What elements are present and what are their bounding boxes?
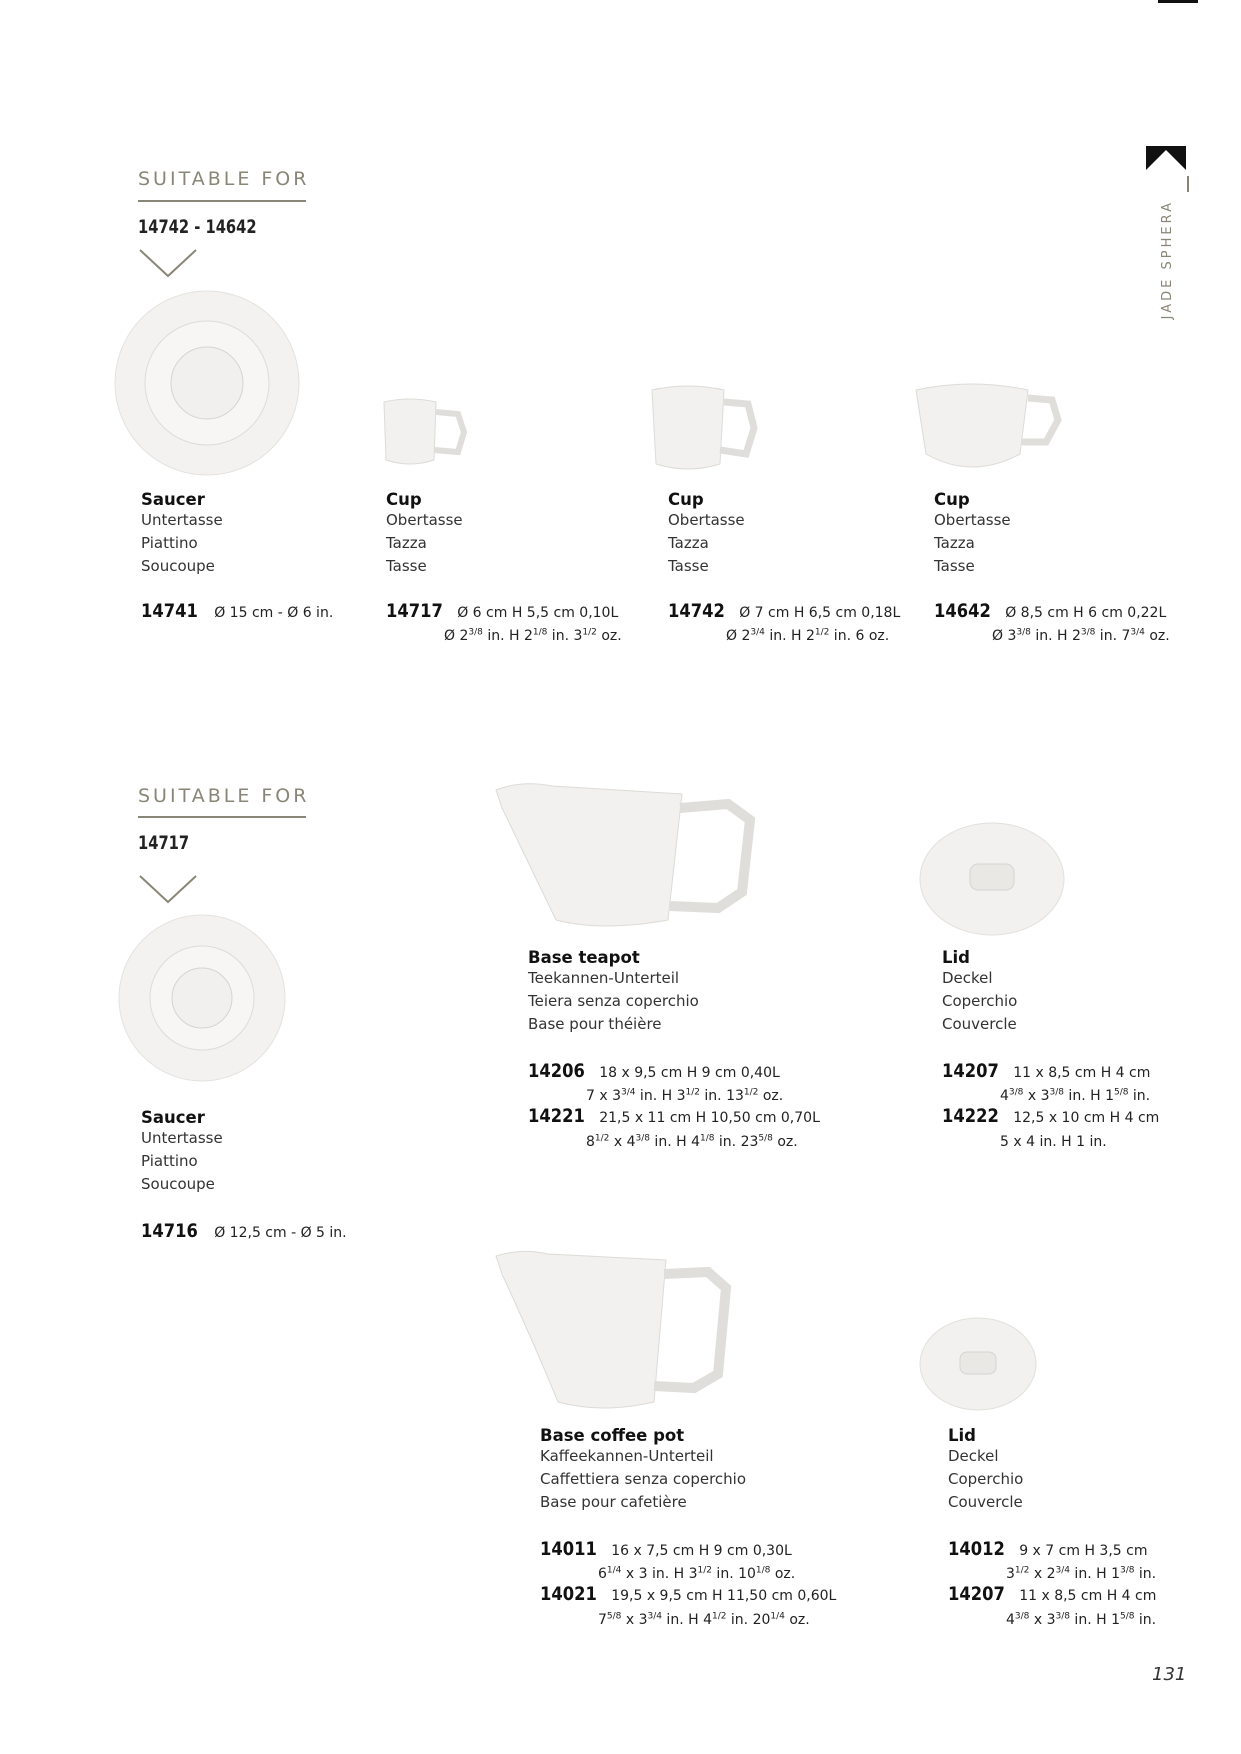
article-spec-metric: Ø 6 cm H 5,5 cm 0,10L	[457, 605, 619, 621]
saucer-small-image	[116, 912, 288, 1088]
article-code: 14021	[540, 1583, 597, 1605]
spec-fraction: 5/8	[1119, 1611, 1135, 1622]
spec-fraction: 3/8	[1055, 1611, 1070, 1622]
spec-lid-14012	[948, 1538, 1147, 1560]
spec-part: Ø 3	[992, 628, 1017, 644]
article-code: 14011	[540, 1538, 597, 1560]
product-name-it: Teiera senza coperchio	[528, 992, 699, 1010]
article-code: 14716	[141, 1220, 198, 1242]
spec-14021	[540, 1583, 836, 1605]
product-cup-14642	[934, 490, 1011, 578]
product-name-it: Coperchio	[948, 1470, 1024, 1488]
spec-fraction: 1/2	[1014, 1565, 1030, 1576]
spec-14717-imperial	[444, 628, 622, 644]
product-name: Base coffee pot	[540, 1426, 685, 1445]
section1-title: SUITABLE FOR	[138, 168, 310, 190]
article-code: 14222	[942, 1105, 999, 1127]
product-name: Cup	[668, 490, 704, 509]
product-name: Cup	[934, 490, 970, 509]
product-name: Lid	[942, 948, 970, 967]
article-code: 14221	[528, 1105, 585, 1127]
article-spec-metric: 11 x 8,5 cm H 4 cm	[1013, 1065, 1151, 1081]
spec-fraction: 1/8	[699, 1133, 715, 1144]
spec-part: in. 23	[714, 1134, 759, 1150]
product-name-it: Tazza	[386, 534, 427, 552]
spec-fraction: 5/8	[606, 1611, 622, 1622]
cup-large-image	[914, 380, 1064, 480]
spec-14742	[668, 600, 900, 622]
spec-part: in. H 1	[1063, 1088, 1114, 1104]
product-name-fr: Tasse	[668, 557, 709, 575]
article-code: 14742	[668, 600, 725, 622]
spec-fraction: 3/4	[621, 1087, 636, 1098]
product-base-teapot	[528, 948, 699, 1036]
spec-fraction: 3/4	[1055, 1565, 1070, 1576]
cup-medium-image	[650, 384, 762, 478]
product-cup-14717	[386, 490, 463, 578]
chevron-down-icon	[138, 248, 198, 284]
article-code: 14207	[942, 1060, 999, 1082]
spec-part: oz.	[758, 1088, 784, 1104]
article-spec-metric: Ø 7 cm H 6,5 cm 0,18L	[739, 605, 901, 621]
product-name-fr: Base pour cafetière	[540, 1493, 687, 1511]
article-spec: Ø 12,5 cm - Ø 5 in.	[214, 1225, 347, 1241]
article-code: 14012	[948, 1538, 1005, 1560]
section2-codes: 14717	[138, 832, 190, 854]
spec-fraction: 3/8	[1016, 627, 1031, 638]
section2-title: SUITABLE FOR	[138, 785, 310, 807]
spec-fraction: 1/2	[711, 1611, 727, 1622]
spec-part: oz.	[1144, 628, 1170, 644]
spec-fraction: 5/8	[758, 1133, 773, 1144]
product-name-fr: Couvercle	[942, 1015, 1017, 1033]
top-edge-bar	[1158, 0, 1198, 3]
spec-part: 4	[1000, 1088, 1009, 1104]
spec-part: in.	[1128, 1088, 1151, 1104]
spec-part: in. H 3	[635, 1088, 686, 1104]
spec-fraction: 3/8	[468, 627, 483, 638]
product-name-it: Tazza	[934, 534, 975, 552]
product-name-de: Deckel	[948, 1447, 999, 1465]
spec-fraction: 1/8	[532, 627, 548, 638]
sidebar-label: JADE SPHERA	[1160, 200, 1175, 320]
article-spec-metric: 16 x 7,5 cm H 9 cm 0,30L	[611, 1543, 792, 1559]
spec-lid-14222-imperial: 5 x 4 in. H 1 in.	[1000, 1134, 1107, 1150]
spec-part: in. H 2	[764, 628, 815, 644]
spec-fraction: 3/4	[750, 627, 765, 638]
lid-image	[918, 820, 1066, 942]
article-spec-metric: 21,5 x 11 cm H 10,50 cm 0,70L	[599, 1110, 820, 1126]
spec-14716	[141, 1220, 347, 1242]
spec-part: 6	[598, 1566, 607, 1582]
product-name-fr: Tasse	[934, 557, 975, 575]
spec-part: oz.	[770, 1566, 796, 1582]
product-name-de: Untertasse	[141, 1129, 223, 1147]
article-spec-metric: 9 x 7 cm H 3,5 cm	[1019, 1543, 1148, 1559]
spec-fraction: 1/2	[685, 1087, 700, 1098]
spec-fraction: 1/2	[743, 1087, 759, 1098]
spec-fraction: 3/4	[647, 1611, 662, 1622]
product-name-fr: Base pour théière	[528, 1015, 662, 1033]
spec-lid2-14207-imperial	[1006, 1612, 1156, 1628]
product-saucer-14741	[141, 490, 223, 578]
spec-fraction: 1/2	[594, 1133, 610, 1144]
spec-part: oz.	[784, 1612, 810, 1628]
spec-fraction: 1/4	[770, 1611, 785, 1622]
spec-part: in. 10	[711, 1566, 756, 1582]
spec-lid2-14207	[948, 1583, 1156, 1605]
product-lid-14207	[942, 948, 1017, 1036]
spec-part: in. H 1	[1069, 1612, 1120, 1628]
article-spec-metric: 12,5 x 10 cm H 4 cm	[1013, 1110, 1160, 1126]
product-name-it: Piattino	[141, 534, 198, 552]
spec-part: oz.	[596, 628, 622, 644]
spec-part: in. 20	[726, 1612, 771, 1628]
spec-14021-imperial	[598, 1612, 810, 1628]
teapot-image	[492, 780, 762, 934]
spec-14221	[528, 1105, 820, 1127]
spec-fraction: 3/8	[1008, 1087, 1024, 1098]
spec-part: in. H 2	[482, 628, 533, 644]
spec-14206	[528, 1060, 780, 1082]
spec-part: x 4	[609, 1134, 636, 1150]
spec-lid-14207	[942, 1060, 1150, 1082]
spec-part: in.	[1134, 1612, 1157, 1628]
spec-14717	[386, 600, 618, 622]
section2-title-rule	[138, 816, 306, 818]
product-name-fr: Tasse	[386, 557, 427, 575]
spec-fraction: 1/4	[606, 1565, 622, 1576]
spec-part: 7 x 3	[586, 1088, 621, 1104]
product-cup-14742	[668, 490, 745, 578]
product-name-de: Kaffeekannen-Unterteil	[540, 1447, 714, 1465]
sidebar-divider	[1187, 176, 1189, 192]
product-name-fr: Couvercle	[948, 1493, 1023, 1511]
spec-fraction: 3/8	[1080, 627, 1096, 638]
product-name-de: Obertasse	[386, 511, 463, 529]
spec-part: Ø 2	[726, 628, 751, 644]
spec-fraction: 5/8	[1113, 1087, 1129, 1098]
spec-part: in. 6 oz.	[829, 628, 890, 644]
spec-part: 8	[586, 1134, 595, 1150]
section1-codes: 14742 - 14642	[138, 216, 257, 238]
spec-part: 3	[1006, 1566, 1015, 1582]
product-name-it: Tazza	[668, 534, 709, 552]
spec-part: in. 3	[547, 628, 583, 644]
spec-fraction: 3/4	[1130, 627, 1145, 638]
product-saucer-14716	[141, 1108, 223, 1196]
coffeepot-image	[492, 1248, 740, 1416]
article-code: 14642	[934, 600, 991, 622]
product-name: Cup	[386, 490, 422, 509]
product-name-de: Obertasse	[934, 511, 1011, 529]
article-spec-metric: Ø 8,5 cm H 6 cm 0,22L	[1005, 605, 1167, 621]
spec-fraction: 3/8	[1014, 1611, 1030, 1622]
spec-fraction: 1/8	[755, 1565, 771, 1576]
spec-part: in. 13	[699, 1088, 744, 1104]
product-name-de: Deckel	[942, 969, 993, 987]
spec-14741	[141, 600, 333, 622]
product-name-de: Untertasse	[141, 511, 223, 529]
product-name-de: Obertasse	[668, 511, 745, 529]
product-name-fr: Soucoupe	[141, 557, 215, 575]
page-number: 131	[1152, 1664, 1187, 1685]
spec-lid-14207-imperial	[1000, 1088, 1150, 1104]
spec-part: x 3	[1029, 1612, 1056, 1628]
spec-14221-imperial	[586, 1134, 798, 1150]
spec-part: 7	[598, 1612, 607, 1628]
chevron-down-icon	[138, 874, 198, 910]
spec-part: in.	[1134, 1566, 1157, 1582]
spec-part: in. H 2	[1030, 628, 1081, 644]
article-spec-metric: 18 x 9,5 cm H 9 cm 0,40L	[599, 1065, 780, 1081]
spec-part: in. H 4	[649, 1134, 700, 1150]
article-spec-metric: 11 x 8,5 cm H 4 cm	[1019, 1588, 1157, 1604]
lid-small-image	[918, 1316, 1038, 1416]
product-name: Saucer	[141, 1108, 205, 1127]
saucer-image	[112, 288, 302, 482]
spec-14642-imperial	[992, 628, 1170, 644]
product-base-coffee-pot	[540, 1426, 746, 1514]
spec-part: x 3	[621, 1612, 648, 1628]
spec-part: in. H 1	[1069, 1566, 1120, 1582]
spec-14206-imperial	[586, 1088, 783, 1104]
spec-fraction: 3/8	[1049, 1087, 1064, 1098]
product-name-it: Coperchio	[942, 992, 1018, 1010]
article-spec: Ø 15 cm - Ø 6 in.	[214, 605, 334, 621]
spec-fraction: 1/2	[582, 627, 597, 638]
spec-part: x 2	[1029, 1566, 1056, 1582]
product-name: Lid	[948, 1426, 976, 1445]
spec-14742-imperial	[726, 628, 889, 644]
spec-lid-14012-imperial	[1006, 1566, 1156, 1582]
product-lid-14012	[948, 1426, 1023, 1514]
spec-part: Ø 2	[444, 628, 469, 644]
product-name-it: Caffettiera senza coperchio	[540, 1470, 747, 1488]
section1-title-rule	[138, 200, 306, 202]
spec-fraction: 3/8	[1119, 1565, 1135, 1576]
spec-fraction: 1/2	[814, 627, 830, 638]
spec-part: oz.	[772, 1134, 798, 1150]
spec-14642	[934, 600, 1166, 622]
spec-part: in. 7	[1095, 628, 1131, 644]
product-name: Base teapot	[528, 948, 640, 967]
spec-part: 4	[1006, 1612, 1015, 1628]
spec-fraction: 1/2	[697, 1565, 712, 1576]
spec-part: in. H 4	[661, 1612, 712, 1628]
article-spec-metric: 19,5 x 9,5 cm H 11,50 cm 0,60L	[611, 1588, 837, 1604]
spec-fraction: 3/8	[635, 1133, 650, 1144]
article-code: 14741	[141, 600, 198, 622]
article-code: 14206	[528, 1060, 585, 1082]
article-code: 14717	[386, 600, 443, 622]
collapse-marker-icon[interactable]	[1146, 146, 1186, 170]
spec-14011	[540, 1538, 792, 1560]
spec-part: x 3	[1023, 1088, 1050, 1104]
article-code: 14207	[948, 1583, 1005, 1605]
product-name: Saucer	[141, 490, 205, 509]
cup-small-image	[380, 396, 476, 474]
product-name-fr: Soucoupe	[141, 1175, 215, 1193]
product-name-it: Piattino	[141, 1152, 198, 1170]
spec-lid-14222	[942, 1105, 1159, 1127]
spec-part: x 3 in. H 3	[621, 1566, 698, 1582]
spec-14011-imperial	[598, 1566, 795, 1582]
product-name-de: Teekannen-Unterteil	[528, 969, 680, 987]
